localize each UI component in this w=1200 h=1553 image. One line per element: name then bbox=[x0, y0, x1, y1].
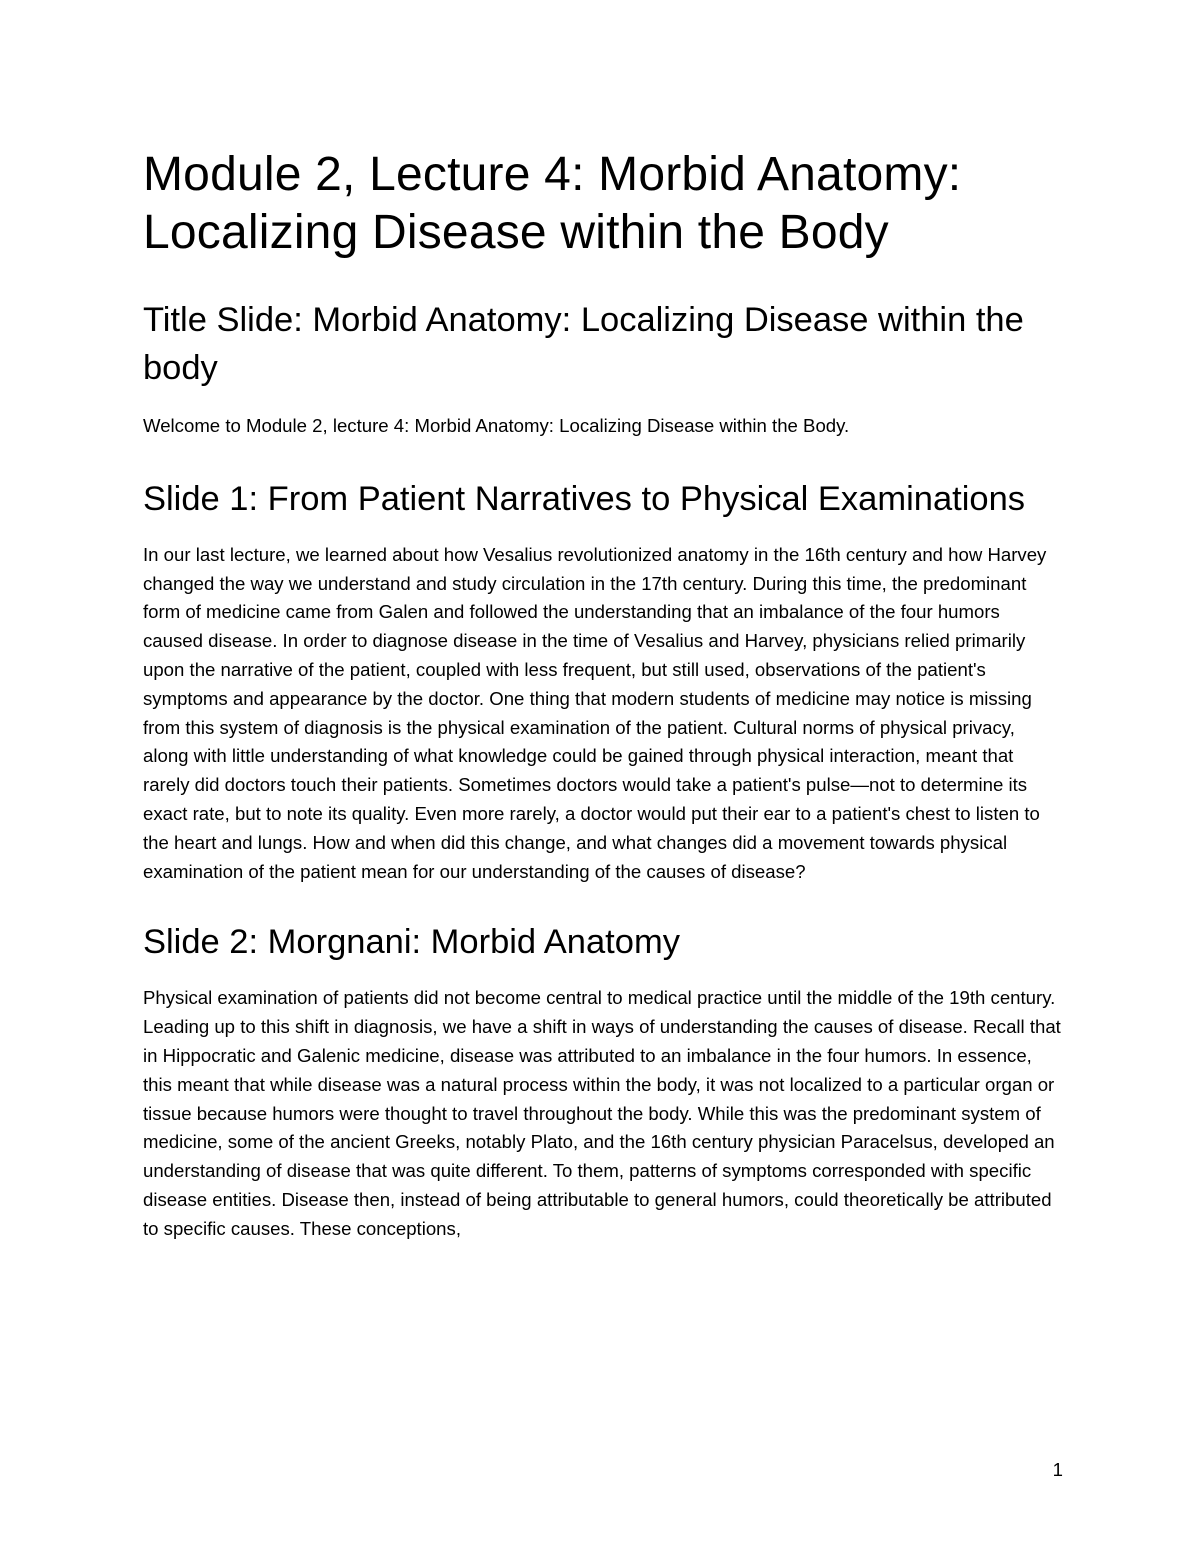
slide-1-heading: Slide 1: From Patient Narratives to Physical Examinations bbox=[143, 479, 1026, 518]
welcome-paragraph: Welcome to Module 2, lecture 4: Morbid Anatomy: Localizing Disease within the Body. bbox=[143, 415, 850, 436]
document-title: Module 2, Lecture 4: Morbid Anatomy: Localizing Disease within the Body bbox=[143, 148, 962, 259]
page-content bbox=[143, 146, 1063, 1244]
slide-2-heading: Slide 2: Morgnani: Morbid Anatomy bbox=[143, 923, 680, 962]
slide-1-paragraph: In our last lecture, we learned about how Vesalius revolutionized anatomy in the 16th century and how Harvey changed the way we understand and study circulation in the 17th century. During this time, the predominant form of medicine came from Galen and followed the understanding that an imbalance of the four humors caused disease. In order to diagnose disease in the time of Vesalius and Harvey, physicians relied primarily upon the narrative of the patient, coupled with less frequent, but still used, observations of the patient's symptoms and appearance by the doctor. One thing that modern students of medicine may notice is missing from this system of diagnosis is the physical examination of the patient. Cultural norms of physical privacy, along with little understanding of what knowledge could be gained through physical interaction, meant that rarely did doctors touch their patients. Sometimes doctors would take a patient's pulse—not to determine its exact rate, but to note its quality. Even more rarely, a doctor would put their ear to a patient's chest to listen to the heart and lungs. How and when did this change, and what changes did a movement towards physical examination of the patient mean for our understanding of the causes of disease? bbox=[143, 543, 1047, 882]
title-slide-heading: Title Slide: Morbid Anatomy: Localizing Disease within the body bbox=[143, 301, 1024, 387]
page-number: 1 bbox=[1052, 1459, 1063, 1480]
slide-2-paragraph: Physical examination of patients did not become central to medical practice until the middle of the 19th century. Leading up to this shift in diagnosis, we have a shift in ways of understanding the causes of disease. Recall that in Hippocratic and Galenic medicine, disease was attributed to an imbalance in the four humors. In essence, this meant that while disease was a natural process within the body, it was not localized to a particular organ or tissue because humors were thought to travel throughout the body. While this was the predominant system of medicine, some of the ancient Greeks, notably Plato, and the 16th century physician Paracelsus, developed an understanding of disease that was quite different. To them, patterns of symptoms corresponded with specific disease entities. Disease then, instead of being attributable to general humors, could theoretically be attributed to specific causes. These conceptions, bbox=[143, 987, 1061, 1239]
